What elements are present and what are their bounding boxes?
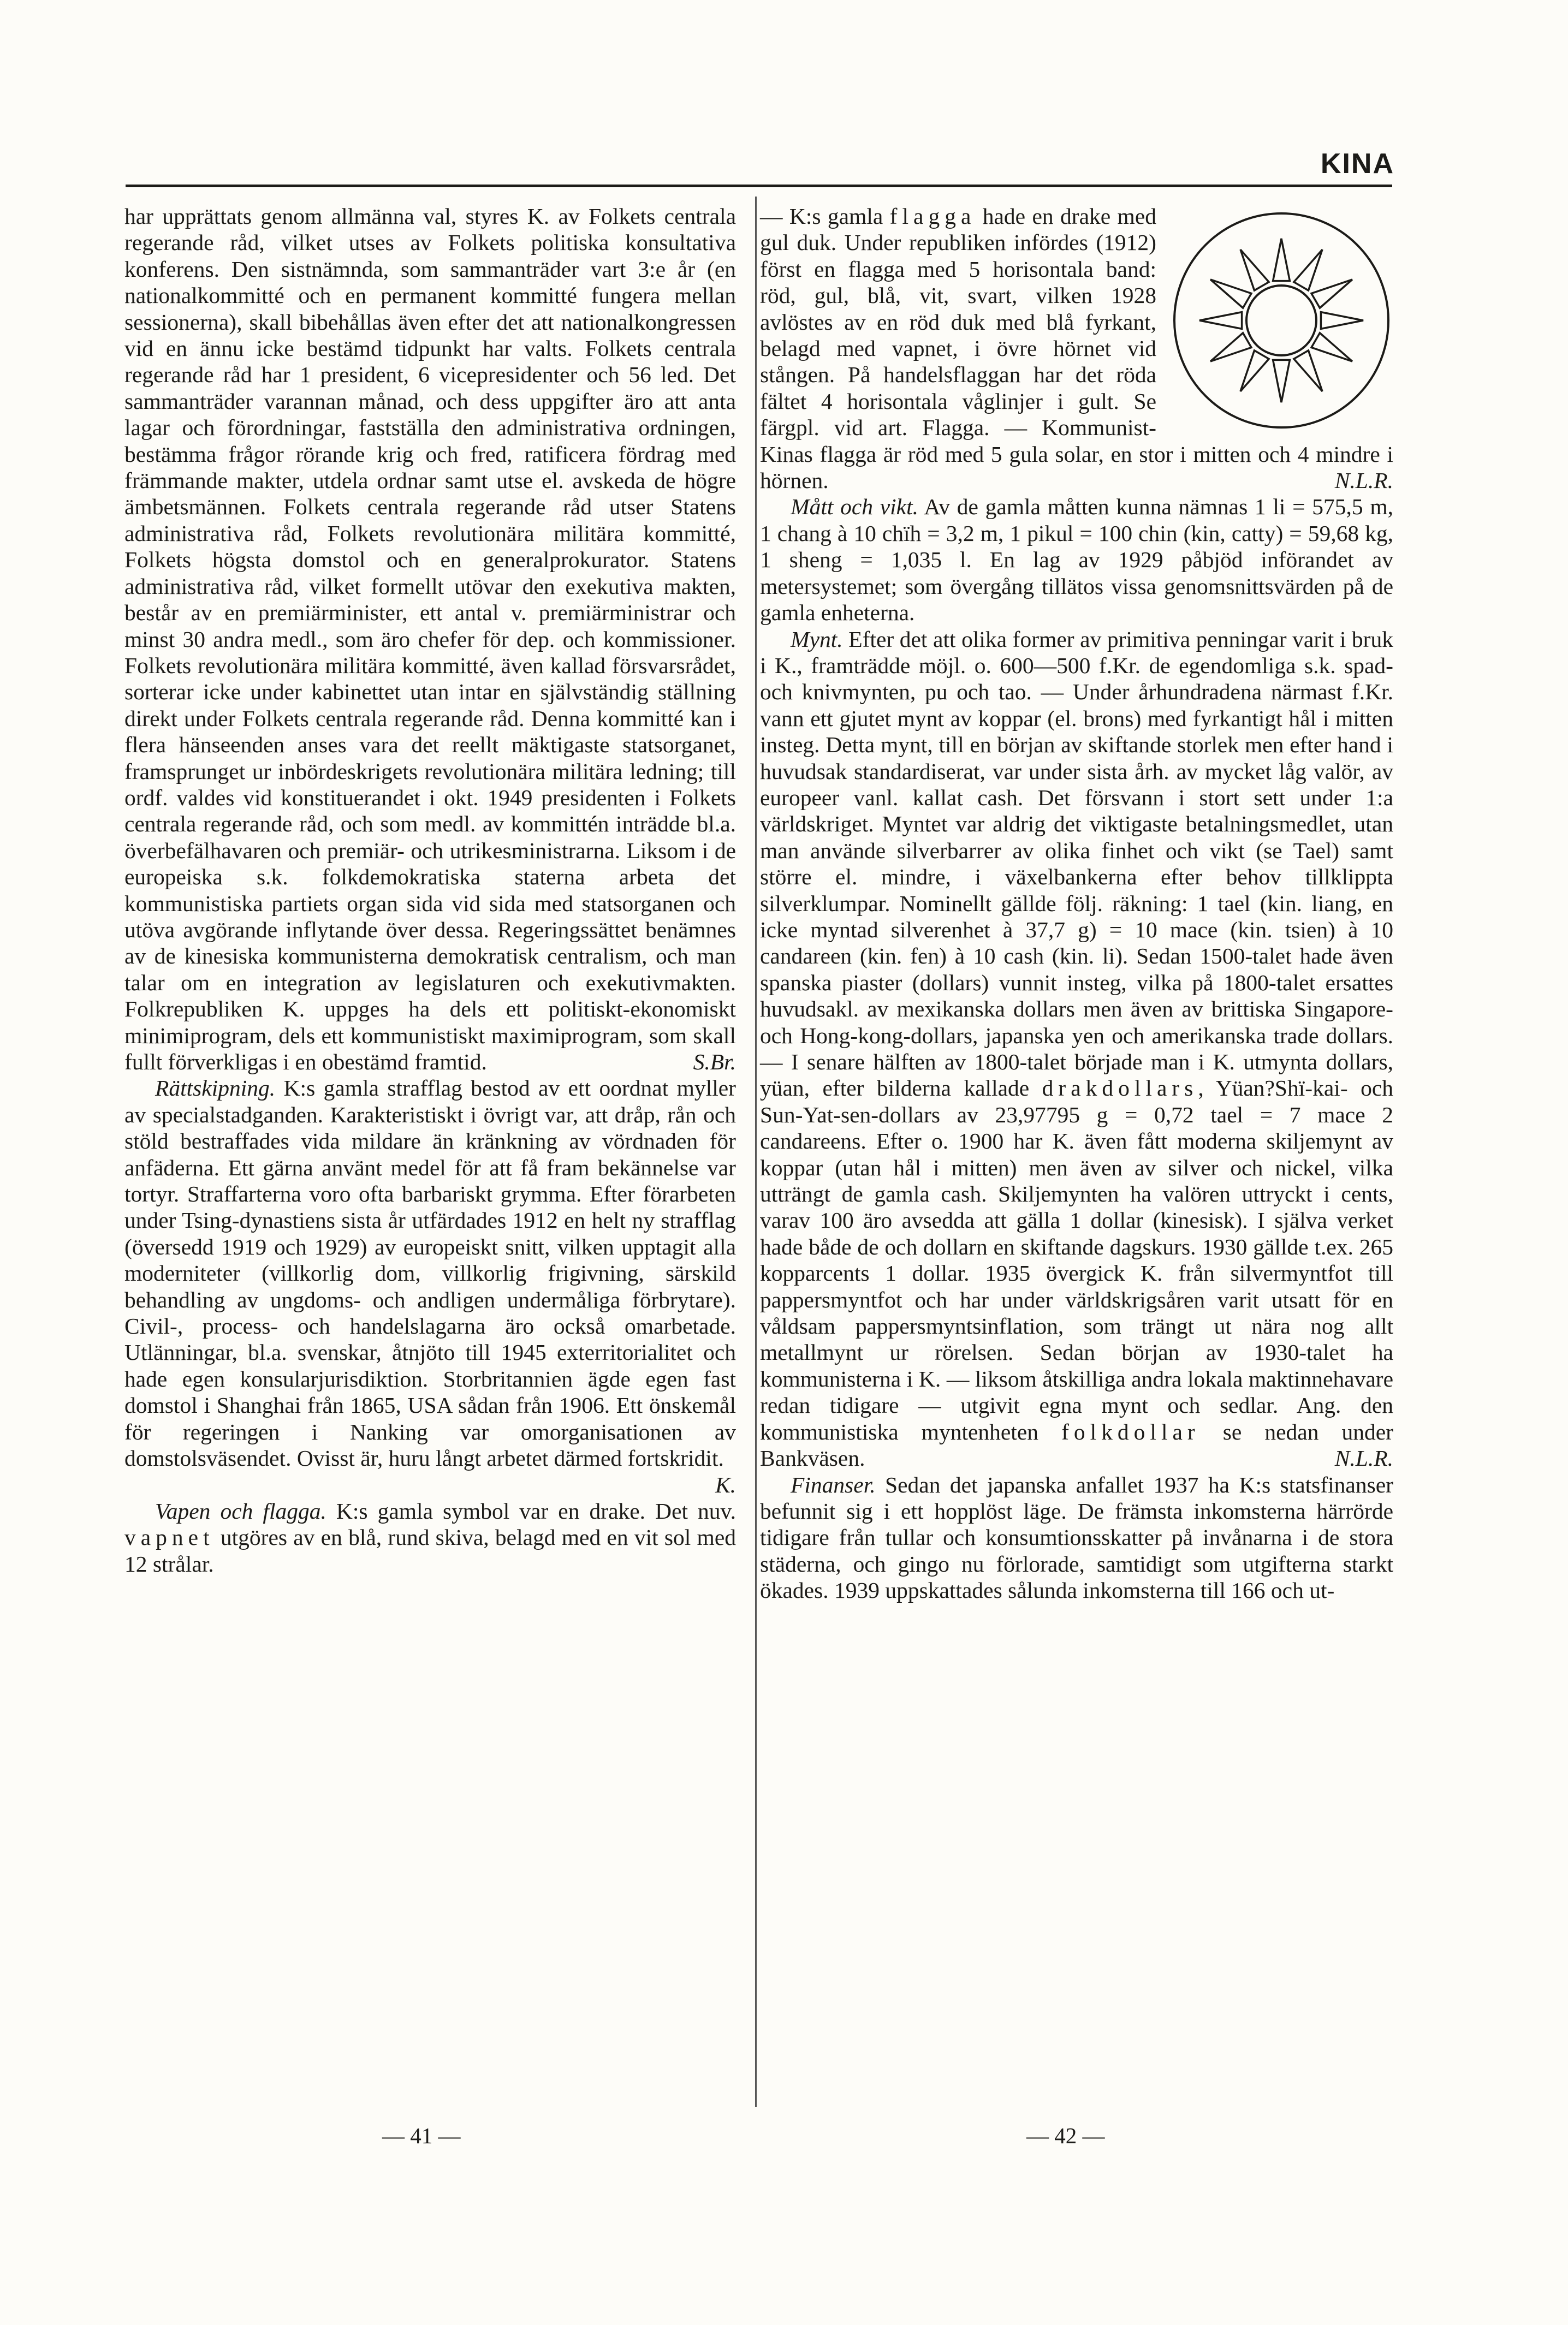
sun-ray [1199,312,1242,329]
sun-ray [1273,239,1290,281]
paragraph-text: har upprättats genom allmänna val, styres K. av Folkets centrala regerande råd, vilket utses av Folkets politiska konsultativa konferens. Den sistnämnda, som sammanträder vart 3:e år (en nationalkommitté och en permanent kommitté fungera mellan sessionerna), skall bibehållas även efter det att nationalkongressen vid en ännu icke bestämd tidpunkt har valts. Folkets centrala regerande råd har 1 president, 6 vicepresidenter och 56 led. Det sammanträder varannan månad, och dess uppgifter äro att anta lagar och förordningar, fastställa den administrativa ordningen, bestämma frågor rörande krig och fred, ratificera fördrag med främmande makter, utdela ordnar samt utse el. avskeda de högre ämbetsmännen. Folkets centrala regerande råd utser Statens administrativa råd, Folkets revolutionära militära kommitté, Folkets högsta domstol och en generalprokurator. Statens administrativa råd, vilket formellt utövar den exekutiva makten, består av en premiärminister, ett antal v. premiärministrar och minst 30 andra medl., som äro chefer för dep. och kommissioner. Folkets revolutionära militära kommitté, även kallad försvarsrådet, sorterar icke under kabinettet utan intar en självständig ställning direkt under Folkets centrala regerande råd. Denna kommitté kan i flera hänseenden anses vara det reellt mäktigaste statsorganet, framsprunget ur inbördeskrigets revolutionära militära ledning; till ordf. valdes vid konstituerandet i okt. 1949 presidenten i Folkets centrala regerande råd, och som medl. av kommittén inträdde bl.a. överbefälhavaren och premiär- och utrikesministrarna. Liksom i de europeiska s.k. folkdemokratiska staterna arbeta det kommunistiska partiets organ sida vid sida med statsorganen och utöva avgörande inflytande över dessa. Regeringssättet benämnes av de kinesiska kommunisterna demokratisk centralism, och man talar om en integration av legislaturen och exekutivmakten. Folkrepubliken K. uppges ha dels ett politiskt-ekonomiskt minimiprogram, dels ett kommunistiskt maximiprogram, som skall fullt förverkligas i en obestämd framtid. [124,204,736,1074]
sun-emblem-icon [1169,209,1393,432]
paragraph-text: Efter det att olika former av primitiva penningar varit i bruk i K., framträdde möjl. o. 600—500 f.Kr. de egendomliga s.k. spad- och knivmynten, pu och tao. — Under århundradena närmast f.Kr. vann ett gjutet mynt av koppar (el. brons) med fyrkantigt hål i mitten insteg. Detta mynt, till en början av skiftande storlek men efter hand i huvudsak standardiserat, var under sista årh. av mycket låg valör, av europeer vanl. kallat cash. Det försvann i stort sett under 1:a världskriget. Myntet var aldrig det viktigaste betalningsmedlet, utan man använde silverbarrer av olika finhet och vikt (se Tael) samt större el. mindre, i växelbankerna efter behov tillklippta silverklumpar. Nominellt gällde följ. räkning: 1 tael (kin. liang, en icke myntad silverenhet à 37,7 g) = 10 mace (kin. tsien) à 10 candareen (kin. fen) à 10 cash (kin. li). Sedan 1500-talet hade även spanska piaster (dollars) vunnit insteg, vilka på 1800-talet ersattes huvudsakl. av mexikanska dollars men även av brittiska Singapore- och Hong-kong-dollars, japanska yen och amerikanska trade dollars. — I senare hälften av 1800-talet började man i K. utmynta dollars, yüan, efter bilderna kallade [760,626,1393,1101]
sun-ray [1311,280,1352,308]
page-number-right: — 42 — [1026,2123,1105,2148]
sun-ray [1294,350,1322,391]
sun-ray [1294,249,1322,290]
paragraph-text: utgöres av en blå, rund skiva, belagd med en vit sol med 12 strålar. [124,1525,736,1577]
sun-ray [1240,249,1269,290]
author-signature: N.L.R. [1334,468,1393,493]
paragraph-text: Av de gamla måtten kunna nämnas 1 li = 575,5 m, 1 chang à 10 chïh = 3,2 m, 1 pikul = 100 chin (kin, catty) = 59,68 kg, 1 sheng = 1,035 l. En lag av 1929 påbjöd införandet av metersystemet; som övergång tillätos vissa genomsnittsvärden på de gamla enheterna. [760,494,1393,626]
spaced-term: flagga [889,204,976,229]
paragraph-matt-och-vikt [760,493,1393,626]
page-number-left: — 41 — [382,2123,461,2148]
left-column [124,203,736,1577]
author-signature: S.Br. [693,1049,736,1074]
right-column [760,203,1393,1604]
section-heading: Rättskipning. [155,1075,276,1101]
paragraph-text: K:s gamla strafflag bestod av ett oordnat myller av specialstadganden. Karakteristiskt i övrigt var, att dråp, rån och stöld bestraffades vida mildare än kränkning av vördnaden för anfäderna. Ett gärna använt medel för att få fram bekännelse var tortyr. Straffarterna voro ofta barbariskt grymma. Efter förarbeten under Tsing-dynastiens sista år utfärdades 1912 en helt ny strafflag (översedd 1919 och 1929) av europeiskt snitt, vilken upptagit alla moderniteter (villkorlig dom, villkorlig frigivning, särskild behandling av ungdoms- och andligen undermåliga förbrytare). Civil-, process- och handelslagarna äro också omarbetade. Utlänningar, bl.a. svenskar, åtnjöto till 1945 exterritorialitet och hade egen konsularjurisdiktion. Storbritannien ägde egen fast domstol i Shanghai från 1865, USA sådan från 1906. Ett önskemål för regeringen i Nanking var omorganisationen av domstolsväsendet. Ovisst är, huru långt arbetet därmed fortskridit. [124,1075,736,1471]
section-heading: Mått och vikt. [791,494,918,520]
paragraph-vapen [124,1498,736,1577]
emblem-figure [1169,209,1393,432]
section-heading: Finanser. [791,1472,876,1497]
paragraph-text: hade en drake med gul duk. Under republiken infördes (1912) först en flagga med 5 horisontala band: röd, gul, blå, vit, svart, vilken 1928 avlöstes av en röd duk med blå fyrkant, belagd med vapnet, i övre hörnet vid stången. På handelsflaggan har det röda fältet 4 horisontala våglinjer i gult. Se färgpl. vid art. Flagga. — Kommunist-Kinas flagga är röd med 5 gula solar, en stor i mitten och 4 mindre i hörnen. [760,204,1393,493]
sun-ray [1311,333,1352,361]
header-rule [126,185,1392,187]
paragraph-text: Sedan det japanska anfallet 1937 ha K:s statsfinanser befunnit sig i ett hopplöst läge. De främsta inkomsterna härrörde tidigare från tullar och konsumtionsskatter på invånarna i de stora städerna, och gingo nu förlorade, samtidigt som utgifterna starkt ökades. 1939 uppskattades sålunda inkomsterna till 166 och ut- [760,1472,1393,1603]
column-divider [755,197,757,2107]
paragraph-mynt [760,626,1393,1472]
paragraph-finanser [760,1472,1393,1604]
section-heading: Mynt. [791,626,843,652]
sun-ray [1210,333,1251,361]
paragraph-text: — K:s gamla [760,204,890,229]
spaced-term: drakdollars [1042,1075,1198,1101]
sun-ray [1321,312,1363,329]
section-heading: Vapen och flagga. [155,1498,326,1524]
sun-ray [1210,280,1251,308]
paragraph-text: , Yüan?Shï-kai- och Sun-Yat-sen-dollars av 23,97795 g = 0,72 tael = 7 mace 2 candareens. Efter o. 1900 har K. även fått moderna skiljemynt av koppar (utan hål i mitten) men även av silver och nickel, vilka utträngt de gamla cash. Skiljemynten ha valören uttryckt i cents, varav 100 äro avsedda att gälla 1 dollar (kinesisk). I själva verket hade både de och dollarn en skiftande dagskurs. 1930 gällde t.ex. 265 kopparcents 1 dollar. 1935 övergick K. från silvermyntfot till pappersmyntfot och har under världskrigsåren varit utsatt för en våldsam pappersmyntsinflation, som trängt ut nära nog allt metallmynt ur rörelsen. Sedan början av 1930-talet ha kommunisterna i K. — liksom åtskilliga andra lokala maktinnehavare redan tidigare — utgivit egna mynt och sedlar. Ang. den kommunistiska myntenheten [760,1075,1394,1444]
paragraph-government [124,203,736,1075]
paragraph-text: se nedan under Bankväsen. [760,1419,1393,1471]
author-signature: K. [715,1472,736,1497]
sun-ray [1240,350,1269,391]
paragraph-text: K:s gamla symbol var en drake. Det nuv. [326,1498,736,1524]
paragraph-rattskipning [124,1075,736,1497]
spaced-term: folkdollar [1061,1419,1200,1444]
sun-ray [1273,360,1290,402]
running-head: KINA [1320,148,1394,180]
author-signature: N.L.R. [1334,1446,1393,1471]
spaced-term: vapnet [124,1525,215,1550]
